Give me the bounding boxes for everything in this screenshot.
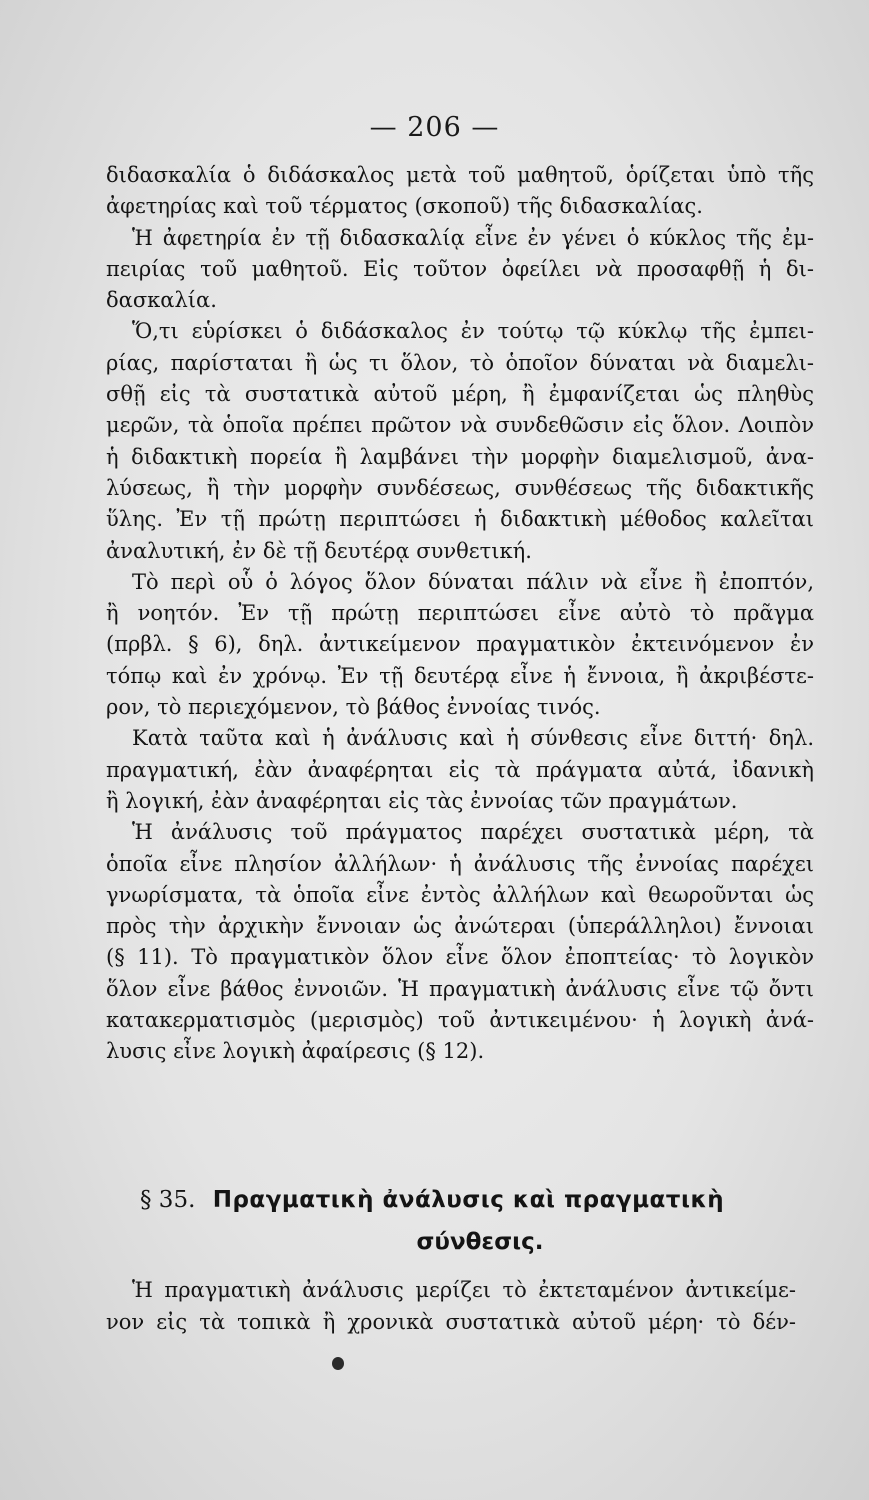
text-line: Ἡ ἀνάλυσις τοῦ πράγματος παρέχει συστατικὰ μέρη, τὰ <box>132 820 814 845</box>
text-line: Τὸ περὶ οὗ ὁ λόγος ὅλον δύναται πάλιν νὰ εἶνε ἢ ἐποπτόν, <box>132 569 814 594</box>
text-line: Κατὰ ταῦτα καὶ ἡ ἀνάλυσις καὶ ἡ σύνθεσις εἶνε διττή· δηλ. <box>132 726 814 751</box>
section-title-line1: Πραγματικὴ ἀνάλυσις καὶ πραγματικὴ <box>212 1187 725 1213</box>
section-number: § 35. <box>140 1187 196 1213</box>
text-line: δασκαλία. <box>106 288 217 313</box>
text-line: Ὅ,τι εὑρίσκει ὁ διδάσκαλος ἐν τούτῳ τῷ κύκλῳ τῆς ἐμπει- <box>132 319 814 344</box>
text-line: λυσις εἶνε λογικὴ ἀφαίρεσις (§ 12). <box>106 1039 485 1064</box>
text-line: κατακερματισμὸς (μερισμὸς) τοῦ ἀντικειμένου· ἡ λογικὴ ἀνά- <box>106 1008 814 1033</box>
text-line: νον εἰς τὰ τοπικὰ ἢ χρονικὰ συστατικὰ αὐτοῦ μέρη· τὸ δέν- <box>106 1310 796 1334</box>
text-line: πραγματική, ἐὰν ἀναφέρηται εἰς τὰ πράγματα αὐτά, ἰδανικὴ <box>106 757 814 782</box>
text-line: Ἡ πραγματικὴ ἀνάλυσις μερίζει τὸ ἐκτεταμένον ἀντικείμε- <box>132 1278 796 1302</box>
text-line: πειρίας τοῦ μαθητοῦ. Εἰς τοῦτον ὀφείλει νὰ προσαφθῇ ἡ δι- <box>106 256 814 281</box>
page-number: — 206 — <box>369 112 500 143</box>
text-line: λύσεως, ἢ τὴν μορφὴν συνδέσεως, συνθέσεως τῆς διδακτικῆς <box>106 475 814 500</box>
body-text <box>106 160 814 1068</box>
text-line: (πρβλ. § 6), δηλ. ἀντικείμενον πραγματικὸν ἐκτεινόμενον ἐν <box>106 632 814 657</box>
text-line: διδασκαλία ὁ διδάσκαλος μετὰ τοῦ μαθητοῦ, ὁρίζεται ὑπὸ τῆς <box>106 163 814 187</box>
text-line: ρον, τὸ περιεχόμενον, τὸ βάθος ἐννοίας τινός. <box>106 695 601 720</box>
text-line: ὁποῖα εἶνε πλησίον ἀλλήλων· ἡ ἀνάλυσις τῆς ἐννοίας παρέχει <box>106 851 814 876</box>
text-line: ἀναλυτική, ἐν δὲ τῇ δευτέρᾳ συνθετική. <box>106 538 532 563</box>
section-body-text <box>106 1274 796 1338</box>
text-line: ἢ νοητόν. Ἐν τῇ πρώτῃ περιπτώσει εἶνε αὐτὸ τὸ πρᾶγμα <box>106 601 814 626</box>
section-title-line2: σύνθεσις. <box>416 1229 544 1255</box>
text-line: πρὸς τὴν ἀρχικὴν ἔννοιαν ὡς ἀνώτεραι (ὑπεράλληλοι) ἔννοιαι <box>106 914 814 939</box>
ink-blot <box>332 1357 344 1370</box>
text-line: ἢ λογική, ἐὰν ἀναφέρηται εἰς τὰς ἐννοίας τῶν πραγμάτων. <box>106 788 738 813</box>
text-line: (§ 11). Τὸ πραγματικὸν ὅλον εἶνε ὅλον ἐποπτείας· τὸ λογικὸν <box>106 945 814 970</box>
text-line: ὕλης. Ἐν τῇ πρώτῃ περιπτώσει ἡ διδακτικὴ μέθοδος καλεῖται <box>106 507 814 532</box>
text-line: ἡ διδακτικὴ πορεία ἢ λαμβάνει τὴν μορφὴν διαμελισμοῦ, ἀνα- <box>106 444 814 469</box>
text-line: μερῶν, τὰ ὁποῖα πρέπει πρῶτον νὰ συνδεθῶσιν εἰς ὅλον. Λοιπὸν <box>106 413 814 438</box>
text-line: ὅλον εἶνε βάθος ἐννοιῶν. Ἡ πραγματικὴ ἀνάλυσις εἶνε τῷ ὄντι <box>106 976 814 1001</box>
text-line: σθῇ εἰς τὰ συστατικὰ αὐτοῦ μέρη, ἢ ἐμφανίζεται ὡς πληθὺς <box>106 382 814 407</box>
text-line: τόπῳ καὶ ἐν χρόνῳ. Ἐν τῇ δευτέρᾳ εἶνε ἡ ἔννοια, ἢ ἀκριβέστε- <box>106 663 814 688</box>
text-line: Ἡ ἀφετηρία ἐν τῇ διδασκαλίᾳ εἶνε ἐν γένει ὁ κύκλος τῆς ἐμ- <box>132 225 814 250</box>
text-line: γνωρίσματα, τὰ ὁποῖα εἶνε ἐντὸς ἀλλήλων καὶ θεωροῦνται ὡς <box>106 882 814 907</box>
section-heading <box>140 1180 790 1262</box>
text-line: ἀφετηρίας καὶ τοῦ τέρματος (σκοποῦ) τῆς διδασκαλίας. <box>106 194 703 219</box>
text-line: ρίας, παρίσταται ἢ ὡς τι ὅλον, τὸ ὁποῖον δύναται νὰ διαμελι- <box>106 350 814 375</box>
